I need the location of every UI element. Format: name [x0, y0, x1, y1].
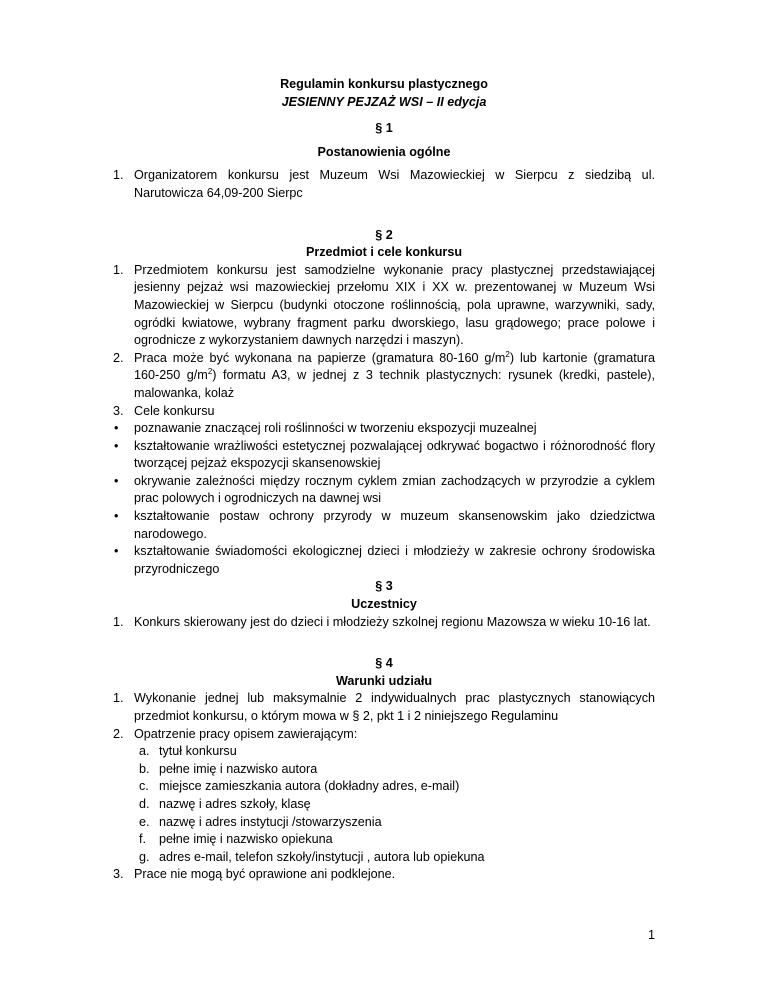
sub-letter: f. [139, 832, 146, 847]
sub-letter: e. [139, 814, 150, 829]
document-title: Regulamin konkursu plastycznego [280, 77, 488, 91]
sub-text: nazwę i adres instytucji /stowarzyszenia [159, 814, 382, 829]
goal-bullet-item [113, 508, 655, 543]
section-4-item-1 [113, 690, 655, 725]
section-3-sign: § 3 [375, 579, 393, 594]
sub-letter: d. [139, 796, 150, 811]
section-1-item-1 [113, 167, 655, 202]
description-sub-item [113, 831, 655, 849]
section-2-item-1 [113, 262, 655, 350]
sub-text: tytuł konkursu [159, 744, 237, 759]
section-4-item-3 [113, 866, 655, 884]
sub-text: miejsce zamieszkania autora (dokładny adres, e-mail) [159, 779, 460, 794]
goal-bullet-item [113, 473, 655, 508]
section-1-sign: § 1 [375, 121, 393, 136]
bullet-icon: • [114, 544, 119, 559]
goal-text: okrywanie zależności między rocznym cyklem zmian zachodzących w przyrodzie a cyklem prac polowych i ogrodniczych na dawnej wsi [134, 473, 655, 506]
section-1-heading: Postanowienia ogólne [317, 144, 451, 159]
list-text: Cele konkursu [134, 403, 215, 418]
goal-text: kształtowanie wrażliwości estetycznej pozwalającej odkrywać bogactwo i różnorodność flory tworzącej pejzaż ekspozycji skansenowskiej [134, 438, 655, 471]
sub-letter: b. [139, 761, 150, 776]
list-text: Przedmiotem konkursu jest samodzielne wykonanie pracy plastycznej przedstawiającej jesienny pejzaż wsi mazowieckiej przełomu XIX i XX w. prezentowanej w Muzeum Wsi Mazowieckiej w Sierpcu (budynki otoczone roślinnością, pola uprawne, warzywniki, sady, ogródki kwiatowe, wybrany fragment parku dworskiego, lasu grądowego; prace polowe i ogrodnicze z wykorzystaniem dawnych narzędzi i maszyn). [134, 262, 655, 348]
sub-text: nazwę i adres szkoły, klasę [159, 796, 311, 811]
list-text: Prace nie mogą być oprawione ani podklejone. [134, 867, 396, 882]
goal-bullet-item [113, 543, 655, 578]
section-3-heading: Uczestnicy [351, 597, 417, 612]
goal-bullet-item [113, 420, 655, 438]
description-sub-item [113, 761, 655, 779]
list-number: 3. [113, 403, 124, 418]
document-body [113, 76, 655, 884]
page-number: 1 [647, 928, 655, 942]
list-number: 2. [113, 726, 124, 741]
goal-bullet-item [113, 438, 655, 473]
description-sub-item [113, 814, 655, 832]
section-3-item-1 [113, 614, 655, 632]
goal-text: poznawanie znaczącej roli roślinności w tworzeniu ekspozycji muzealnej [134, 421, 537, 436]
sub-letter: g. [139, 849, 150, 864]
section-2-item-3 [113, 403, 655, 421]
description-sub-item [113, 743, 655, 761]
list-text: Konkurs skierowany jest do dzieci i młodzieży szkolnej regionu Mazowsza w wieku 10-16 lat. [134, 614, 651, 629]
bullet-icon: • [114, 473, 119, 488]
goal-text: kształtowanie postaw ochrony przyrody w muzeum skansenowskim jako dziedzictwa narodowego. [134, 509, 655, 541]
description-sub-item [113, 796, 655, 814]
section-2-item-2 [113, 350, 655, 403]
bullet-icon: • [114, 421, 119, 436]
list-number: 1. [113, 614, 124, 629]
sub-text: pełne imię i nazwisko opiekuna [159, 832, 333, 847]
bullet-icon: • [114, 509, 119, 524]
list-number: 3. [113, 867, 124, 882]
description-sub-item [113, 778, 655, 796]
sub-letter: c. [139, 779, 149, 794]
list-number: 1. [113, 262, 124, 277]
list-number: 2. [113, 350, 124, 365]
section-4-heading: Warunki udziału [335, 673, 433, 688]
bullet-icon: • [114, 438, 119, 453]
list-number: 1. [113, 168, 124, 183]
section-4-sign: § 4 [375, 656, 393, 671]
list-text: Praca może być wykonana na papierze (gramatura 80-160 $g/m^2$) lub kartonie (gramatura 160-250 $g/m^2$) formatu A3, w jednej z 3 technik plastycznych: rysunek (kredki, pastele), malowanka, kolaż [134, 349, 655, 400]
section-4-item-2 [113, 726, 655, 744]
list-text: Organizatorem konkursu jest Muzeum Wsi Mazowieckiej w Sierpcu z siedzibą ul. Narutowicza 64,09-200 Sierpc [134, 168, 655, 200]
section-2-heading: Przedmiot i cele konkursu [305, 245, 463, 260]
sub-text: adres e-mail, telefon szkoły/instytucji , autora lub opiekuna [159, 849, 485, 864]
list-text: Wykonanie jednej lub maksymalnie 2 indywidualnych prac plastycznych stanowiących przedmiot konkursu, o którym mowa w § 2, pkt 1 i 2 niniejszego Regulaminu [134, 691, 655, 723]
description-sub-item [113, 849, 655, 867]
sub-text: pełne imię i nazwisko autora [159, 761, 318, 776]
goal-text: kształtowanie świadomości ekologicznej dzieci i młodzieży w zakresie ochrony środowiska przyrodniczego [134, 544, 655, 576]
list-text: Opatrzenie pracy opisem zawierającym: [134, 726, 358, 741]
list-number: 1. [113, 691, 124, 706]
section-2-sign: § 2 [375, 227, 393, 242]
document-subtitle: JESIENNY PEJZAŻ WSI – II edycja [281, 94, 487, 109]
sub-letter: a. [139, 744, 150, 759]
